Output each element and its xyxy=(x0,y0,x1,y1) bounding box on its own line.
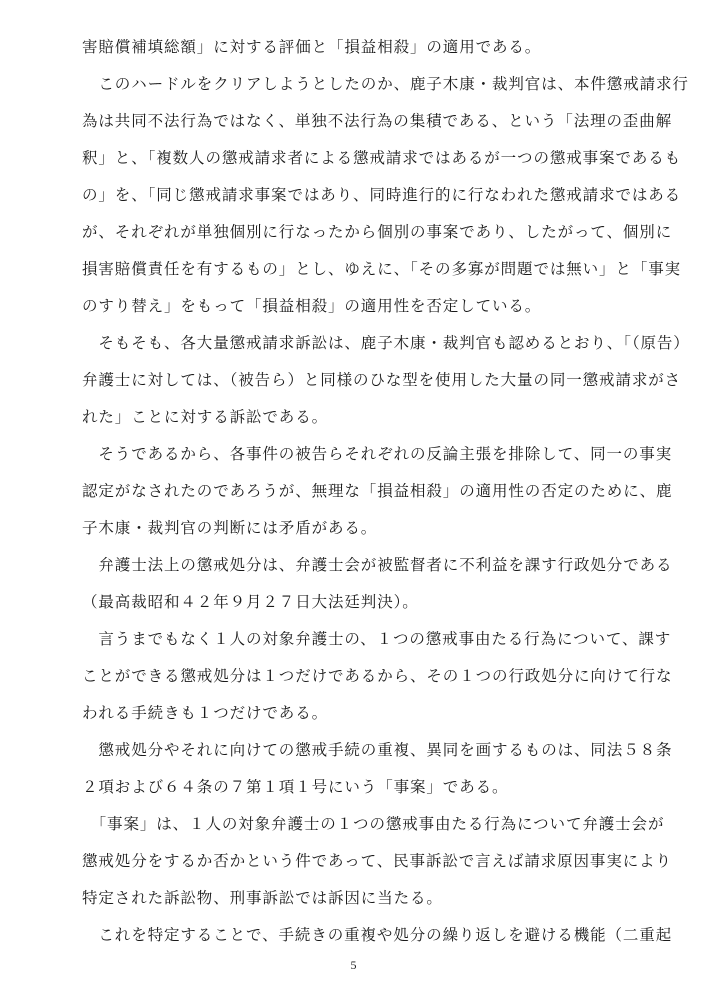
text-line: 特定された訴訟物、刑事訴訟では訴因に当たる。 xyxy=(82,889,443,907)
text-line: 子木康・裁判官の判断には矛盾がある。 xyxy=(82,519,378,537)
text-line: （最高裁昭和４２年９月２７日大法廷判決）。 xyxy=(82,593,419,611)
text-line: そもそも、各大量懲戒請求訴訟は、鹿子木康・裁判官も認めるとおり、「（原告） xyxy=(82,334,690,352)
text-line: 懲戒処分をするか否かという件であって、民事訴訟で言えば請求原因事実により xyxy=(82,852,672,870)
text-line: 言うまでもなく１人の対象弁護士の、１つの懲戒事由たる行為について、課す xyxy=(82,630,672,648)
text-line: ことができる懲戒処分は１つだけであるから、その１つの行政処分に向けて行な xyxy=(82,667,673,685)
text-line: 釈」と、「複数人の懲戒請求者による懲戒請求ではあるが一つの懲戒事案であるも xyxy=(82,149,682,167)
text-line: の」を、「同じ懲戒請求事案ではあり、同時進行的に行なわれた懲戒請求ではある xyxy=(82,186,682,204)
text-line: 「事案」は、１人の対象弁護士の１つの懲戒事由たる行為について弁護士会が xyxy=(82,815,665,833)
text-line: 弁護士に対しては、（被告ら）と同様のひな型を使用した大量の同一懲戒請求がさ xyxy=(82,371,682,389)
text-line: そうであるから、各事件の被告らそれぞれの反論主張を排除して、同一の事実 xyxy=(82,445,673,463)
text-line: れた」ことに対する訴訟である。 xyxy=(82,408,329,426)
text-line: 弁護士法上の懲戒処分は、弁護士会が被監督者に不利益を課す行政処分である xyxy=(82,556,673,574)
text-line: これを特定することで、手続きの重複や処分の繰り返しを避ける機能（二重起 xyxy=(82,926,673,944)
text-line: が、それぞれが単独個別に行なったから個別の事案であり、したがって、個別に xyxy=(82,223,673,241)
text-line: われる手続きも１つだけである。 xyxy=(82,704,329,722)
text-line: のすり替え」をもって「損益相殺」の適用性を否定している。 xyxy=(82,297,542,315)
text-line: ２項および６４条の７第１項１号にいう「事案」である。 xyxy=(82,778,509,796)
text-line: 為は共同不法行為ではなく、単独不法行為の集積である、という「法理の歪曲解 xyxy=(82,112,673,130)
text-line: 害賠償補填総額」に対する評価と「損益相殺」の適用である。 xyxy=(82,38,542,56)
text-line: 懲戒処分やそれに向けての懲戒手続の重複、異同を画するものは、同法５８条 xyxy=(82,741,673,759)
page-number: 5 xyxy=(350,958,357,972)
text-line: 認定がなされたのであろうが、無理な「損益相殺」の適用性の否定のために、鹿 xyxy=(82,482,673,500)
text-line: このハードルをクリアしようとしたのか、鹿子木康・裁判官は、本件懲戒請求行 xyxy=(82,75,689,93)
text-line: 損害賠償責任を有するもの」とし、ゆえに、「その多寡が問題では無い」と「事実 xyxy=(82,260,682,278)
